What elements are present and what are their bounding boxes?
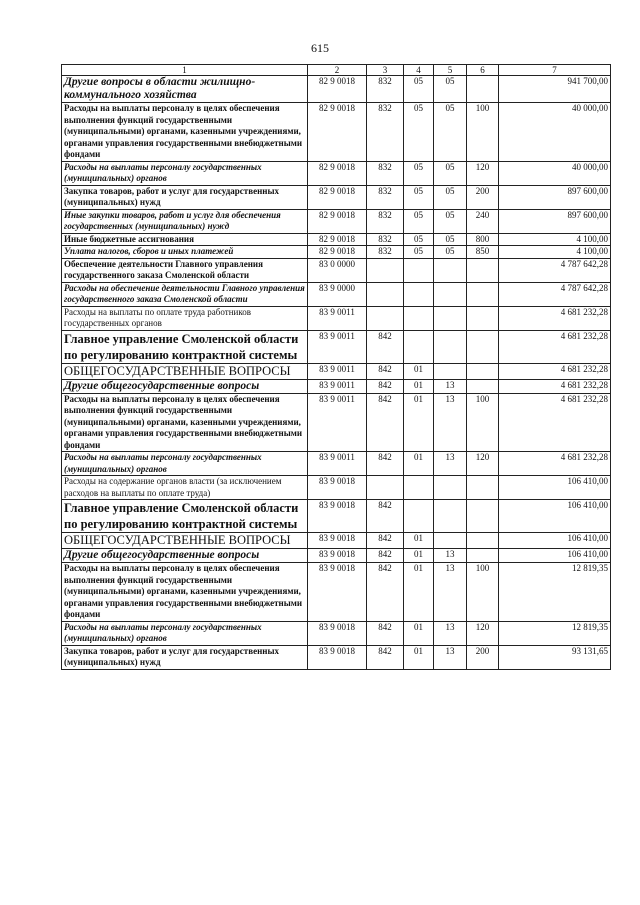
- cell-gr: 842: [367, 393, 404, 452]
- cell-sum: 12 819,35: [499, 621, 611, 645]
- cell-sum: 106 410,00: [499, 500, 611, 533]
- cell-vr: 850: [467, 246, 499, 259]
- cell-name: Расходы на выплаты по оплате труда работников государственных органов: [62, 306, 308, 330]
- cell-gr: 842: [367, 363, 404, 379]
- cell-rz: [404, 258, 434, 282]
- table-row: [62, 563, 611, 622]
- cell-vr: 120: [467, 621, 499, 645]
- cell-csr: 83 9 0018: [308, 476, 367, 500]
- header-cell-sum: 7: [499, 65, 611, 76]
- cell-gr: 842: [367, 549, 404, 563]
- cell-name: ОБЩЕГОСУДАРСТВЕННЫЕ ВОПРОСЫ: [62, 533, 308, 549]
- cell-csr: 83 9 0011: [308, 393, 367, 452]
- cell-pr: 05: [434, 103, 467, 162]
- header-row: [62, 65, 611, 76]
- cell-vr: [467, 306, 499, 330]
- cell-rz: 01: [404, 549, 434, 563]
- cell-csr: 83 9 0011: [308, 379, 367, 393]
- cell-pr: 05: [434, 233, 467, 246]
- cell-gr: 842: [367, 563, 404, 622]
- cell-pr: 13: [434, 393, 467, 452]
- cell-sum: 4 681 232,28: [499, 452, 611, 476]
- cell-csr: 82 9 0018: [308, 161, 367, 185]
- table-row: [62, 621, 611, 645]
- cell-pr: [434, 533, 467, 549]
- cell-name: Главное управление Смоленской области по регулированию контрактной системы: [62, 330, 308, 363]
- cell-sum: 12 819,35: [499, 563, 611, 622]
- cell-pr: 13: [434, 549, 467, 563]
- cell-sum: 106 410,00: [499, 549, 611, 563]
- cell-vr: 100: [467, 563, 499, 622]
- cell-pr: [434, 258, 467, 282]
- cell-csr: 83 9 0018: [308, 563, 367, 622]
- header-cell-rz: 4: [404, 65, 434, 76]
- cell-pr: 13: [434, 379, 467, 393]
- cell-gr: 832: [367, 185, 404, 209]
- cell-csr: 83 9 0011: [308, 363, 367, 379]
- cell-rz: [404, 282, 434, 306]
- cell-name: Иные бюджетные ассигнования: [62, 233, 308, 246]
- cell-name: Уплата налогов, сборов и иных платежей: [62, 246, 308, 259]
- table-row: [62, 246, 611, 259]
- cell-pr: 05: [434, 76, 467, 103]
- cell-name: Другие общегосударственные вопросы: [62, 379, 308, 393]
- table-row: [62, 185, 611, 209]
- cell-csr: 82 9 0018: [308, 209, 367, 233]
- cell-sum: 4 100,00: [499, 246, 611, 259]
- cell-csr: 82 9 0018: [308, 103, 367, 162]
- table-row: [62, 209, 611, 233]
- cell-gr: 832: [367, 76, 404, 103]
- cell-gr: 842: [367, 379, 404, 393]
- cell-pr: 05: [434, 246, 467, 259]
- table-row: [62, 363, 611, 379]
- cell-gr: [367, 306, 404, 330]
- cell-gr: 832: [367, 161, 404, 185]
- cell-sum: 941 700,00: [499, 76, 611, 103]
- table-row: [62, 533, 611, 549]
- cell-vr: [467, 533, 499, 549]
- cell-gr: 832: [367, 246, 404, 259]
- cell-gr: 832: [367, 103, 404, 162]
- table-row: [62, 258, 611, 282]
- cell-rz: 01: [404, 621, 434, 645]
- cell-rz: [404, 500, 434, 533]
- header-cell-name: 1: [62, 65, 308, 76]
- cell-sum: 4 100,00: [499, 233, 611, 246]
- cell-gr: [367, 476, 404, 500]
- cell-rz: 01: [404, 563, 434, 622]
- cell-rz: 05: [404, 209, 434, 233]
- cell-name: Расходы на выплаты персоналу в целях обеспечения выполнения функций государственными (муниципальными) органами, казенными учреждениями, органами управления государственными внебюджетными фондами: [62, 563, 308, 622]
- cell-rz: 05: [404, 161, 434, 185]
- table-row: [62, 233, 611, 246]
- cell-name: Иные закупки товаров, работ и услуг для обеспечения государственных (муниципальных) нужд: [62, 209, 308, 233]
- cell-sum: 93 131,65: [499, 645, 611, 669]
- cell-gr: 842: [367, 533, 404, 549]
- cell-rz: 05: [404, 76, 434, 103]
- table-row: [62, 393, 611, 452]
- cell-vr: [467, 258, 499, 282]
- table-row: [62, 161, 611, 185]
- cell-pr: [434, 282, 467, 306]
- cell-gr: 842: [367, 500, 404, 533]
- cell-csr: 83 0 0000: [308, 258, 367, 282]
- cell-csr: 83 9 0018: [308, 621, 367, 645]
- cell-sum: 40 000,00: [499, 103, 611, 162]
- header-cell-csr: 2: [308, 65, 367, 76]
- cell-vr: [467, 363, 499, 379]
- cell-csr: 82 9 0018: [308, 246, 367, 259]
- cell-sum: 4 787 642,28: [499, 282, 611, 306]
- cell-csr: 83 9 0000: [308, 282, 367, 306]
- budget-table: [61, 64, 611, 670]
- cell-pr: [434, 476, 467, 500]
- cell-sum: 106 410,00: [499, 476, 611, 500]
- cell-name: Расходы на обеспечение деятельности Главного управления государственного заказа Смоленской области: [62, 282, 308, 306]
- cell-vr: [467, 549, 499, 563]
- cell-vr: [467, 476, 499, 500]
- header-cell-gr: 3: [367, 65, 404, 76]
- cell-pr: 05: [434, 161, 467, 185]
- cell-csr: 83 9 0011: [308, 306, 367, 330]
- cell-csr: 83 9 0018: [308, 549, 367, 563]
- cell-vr: [467, 500, 499, 533]
- cell-name: Расходы на выплаты персоналу государственных (муниципальных) органов: [62, 621, 308, 645]
- cell-gr: [367, 282, 404, 306]
- cell-rz: 01: [404, 393, 434, 452]
- table-row: [62, 549, 611, 563]
- table-row: [62, 76, 611, 103]
- cell-name: Закупка товаров, работ и услуг для государственных (муниципальных) нужд: [62, 185, 308, 209]
- cell-csr: 83 9 0018: [308, 500, 367, 533]
- cell-rz: 01: [404, 645, 434, 669]
- cell-pr: 13: [434, 645, 467, 669]
- cell-name: Закупка товаров, работ и услуг для государственных (муниципальных) нужд: [62, 645, 308, 669]
- cell-csr: 83 9 0011: [308, 452, 367, 476]
- cell-pr: 05: [434, 185, 467, 209]
- cell-gr: 842: [367, 330, 404, 363]
- cell-gr: 832: [367, 209, 404, 233]
- cell-sum: 4 681 232,28: [499, 330, 611, 363]
- cell-gr: 842: [367, 452, 404, 476]
- cell-csr: 82 9 0018: [308, 233, 367, 246]
- cell-rz: 05: [404, 185, 434, 209]
- cell-gr: 842: [367, 645, 404, 669]
- cell-csr: 83 9 0011: [308, 330, 367, 363]
- cell-pr: [434, 363, 467, 379]
- cell-sum: 4 787 642,28: [499, 258, 611, 282]
- cell-pr: [434, 306, 467, 330]
- cell-name: Обеспечение деятельности Главного управления государственного заказа Смоленской области: [62, 258, 308, 282]
- cell-name: Расходы на выплаты персоналу государственных (муниципальных) органов: [62, 161, 308, 185]
- cell-csr: 82 9 0018: [308, 76, 367, 103]
- cell-rz: 01: [404, 363, 434, 379]
- cell-vr: 100: [467, 393, 499, 452]
- table-row: [62, 476, 611, 500]
- cell-csr: 82 9 0018: [308, 185, 367, 209]
- cell-rz: 01: [404, 533, 434, 549]
- table-row: [62, 500, 611, 533]
- table-row: [62, 379, 611, 393]
- cell-vr: 800: [467, 233, 499, 246]
- cell-sum: 106 410,00: [499, 533, 611, 549]
- cell-rz: 01: [404, 379, 434, 393]
- cell-vr: 200: [467, 645, 499, 669]
- cell-sum: 4 681 232,28: [499, 393, 611, 452]
- cell-gr: 832: [367, 233, 404, 246]
- cell-vr: [467, 330, 499, 363]
- cell-vr: [467, 76, 499, 103]
- cell-sum: 4 681 232,28: [499, 306, 611, 330]
- table-row: [62, 103, 611, 162]
- cell-name: ОБЩЕГОСУДАРСТВЕННЫЕ ВОПРОСЫ: [62, 363, 308, 379]
- page-number: 615: [311, 41, 329, 55]
- header-cell-vr: 6: [467, 65, 499, 76]
- cell-name: Расходы на выплаты персоналу в целях обеспечения выполнения функций государственными (муниципальными) органами, казенными учреждениями, органами управления государственными внебюджетными фондами: [62, 393, 308, 452]
- cell-vr: 200: [467, 185, 499, 209]
- table-row: [62, 452, 611, 476]
- cell-vr: [467, 282, 499, 306]
- cell-pr: [434, 330, 467, 363]
- cell-pr: 13: [434, 621, 467, 645]
- cell-name: Расходы на содержание органов власти (за исключением расходов на выплаты по оплате труда): [62, 476, 308, 500]
- cell-gr: 842: [367, 621, 404, 645]
- cell-rz: 01: [404, 452, 434, 476]
- cell-name: Главное управление Смоленской области по регулированию контрактной системы: [62, 500, 308, 533]
- cell-vr: 240: [467, 209, 499, 233]
- cell-rz: [404, 306, 434, 330]
- cell-vr: [467, 379, 499, 393]
- cell-vr: 120: [467, 452, 499, 476]
- cell-sum: 40 000,00: [499, 161, 611, 185]
- cell-gr: [367, 258, 404, 282]
- cell-name: Расходы на выплаты персоналу в целях обеспечения выполнения функций государственными (муниципальными) органами, казенными учреждениями, органами управления государственными внебюджетными фондами: [62, 103, 308, 162]
- cell-rz: [404, 476, 434, 500]
- cell-csr: 83 9 0018: [308, 645, 367, 669]
- table-row: [62, 330, 611, 363]
- cell-pr: [434, 500, 467, 533]
- cell-sum: 4 681 232,28: [499, 363, 611, 379]
- cell-pr: 05: [434, 209, 467, 233]
- cell-pr: 13: [434, 563, 467, 622]
- cell-vr: 100: [467, 103, 499, 162]
- table-row: [62, 306, 611, 330]
- cell-name: Расходы на выплаты персоналу государственных (муниципальных) органов: [62, 452, 308, 476]
- header-cell-pr: 5: [434, 65, 467, 76]
- cell-csr: 83 9 0018: [308, 533, 367, 549]
- cell-pr: 13: [434, 452, 467, 476]
- cell-sum: 897 600,00: [499, 185, 611, 209]
- cell-rz: 05: [404, 233, 434, 246]
- cell-name: Другие общегосударственные вопросы: [62, 549, 308, 563]
- cell-rz: 05: [404, 103, 434, 162]
- table-row: [62, 645, 611, 669]
- cell-sum: 4 681 232,28: [499, 379, 611, 393]
- table-row: [62, 282, 611, 306]
- cell-rz: 05: [404, 246, 434, 259]
- cell-rz: [404, 330, 434, 363]
- cell-vr: 120: [467, 161, 499, 185]
- cell-sum: 897 600,00: [499, 209, 611, 233]
- cell-name: Другие вопросы в области жилищно-коммунального хозяйства: [62, 76, 308, 103]
